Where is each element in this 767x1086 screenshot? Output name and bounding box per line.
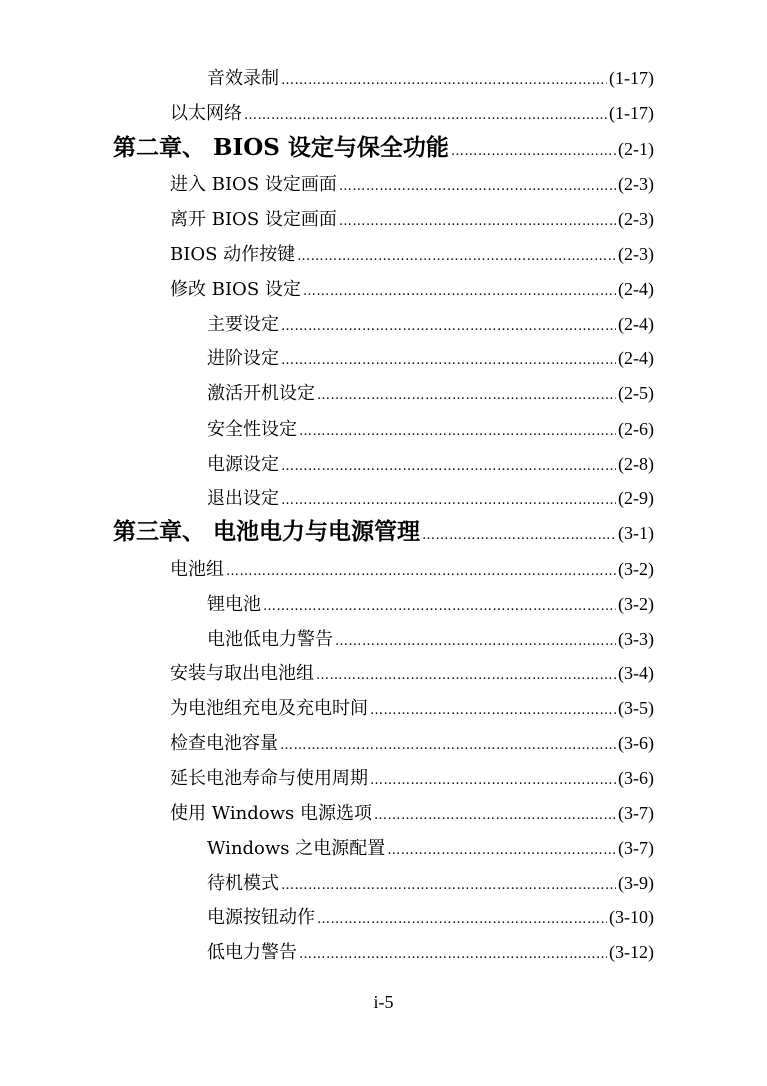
toc-entry-page: (2-8) [618,454,654,474]
toc-entry-title: 为电池组充电及充电时间 [170,698,368,719]
toc-entry [170,766,654,793]
toc-leader-dots [297,245,616,269]
toc-entry-page: (2-4) [618,314,654,334]
toc-entry-title: 离开 BIOS 设定画面 [170,209,337,230]
toc-entry [170,242,654,269]
toc-leader-dots [263,595,616,619]
toc-entry [207,417,654,444]
toc-entry [170,207,654,234]
page-number: i-5 [373,992,394,1012]
toc-entry-page: (3-7) [618,803,654,823]
toc-entry-title: 安装与取出电池组 [170,663,314,684]
toc-leader-dots [422,524,616,548]
toc-entry-title: 电源按钮动作 [207,907,315,928]
toc-entry-title: Windows 之电源配置 [207,838,386,859]
toc-leader-dots [370,699,616,723]
toc-entry-title: 进阶设定 [207,348,279,369]
toc-entry-title: 修改 BIOS 设定 [170,279,301,300]
toc-entry-title: 音效录制 [207,68,279,89]
toc-entry-title: 电池低电力警告 [207,629,333,650]
toc-entry [170,101,654,128]
toc-entry-page: (2-6) [618,419,654,439]
toc-leader-dots [451,140,616,164]
toc-entry-title: 安全性设定 [207,419,297,440]
toc-entry [207,627,654,654]
toc-entry-page: (3-7) [618,838,654,858]
toc-leader-dots [299,420,616,444]
toc-entry-page: (2-4) [618,348,654,368]
toc-entry [170,557,654,584]
toc-entry-title: 电源设定 [207,454,279,475]
toc-entry-title: 以太网络 [170,103,242,124]
toc-entry [207,381,654,408]
toc-entry [170,696,654,723]
toc-entry-title: 低电力警告 [207,942,297,963]
toc-leader-dots [281,315,616,339]
toc-entry [207,871,654,898]
toc-entry-page: (2-3) [618,244,654,264]
toc-leader-dots [281,874,616,898]
toc-entry-page: (1-17) [609,103,654,123]
toc-entry-page: (2-3) [618,174,654,194]
toc-entry-title: 激活开机设定 [207,383,315,404]
toc-chapter-heading [113,136,654,164]
toc-entry [207,312,654,339]
toc-leader-dots [226,560,616,584]
toc-entry-page: (2-5) [618,383,654,403]
toc-leader-dots [374,804,616,828]
toc-entry [207,836,654,863]
toc-leader-dots [387,839,616,863]
toc-entry-title: 电池组 [170,559,224,580]
toc-leader-dots [281,489,616,513]
toc-entry-page: (3-10) [609,907,654,927]
toc-entry-title: 主要设定 [207,314,279,335]
toc-entry [170,277,654,304]
toc-entry [170,661,654,688]
toc-entry-page: (3-2) [618,594,654,614]
toc-entry [207,66,654,93]
toc-leader-dots [244,104,607,128]
toc-leader-dots [299,943,607,967]
toc-leader-dots [303,280,616,304]
toc-leader-dots [335,630,616,654]
toc-entry [207,486,654,513]
toc-entry-page: (3-4) [618,663,654,683]
toc-entry-page: (1-17) [609,68,654,88]
toc-entry [170,172,654,199]
toc-entry-page: (3-5) [618,698,654,718]
toc-chapter-heading [113,520,654,548]
toc-leader-dots [317,384,616,408]
toc-entry-title: 使用 Windows 电源选项 [170,803,372,824]
toc-entry [207,905,654,932]
toc-entry [170,731,654,758]
toc-entry-title: 待机模式 [207,873,279,894]
toc-entry [207,346,654,373]
toc-entry-title: 第二章、 BIOS 设定与保全功能 [113,134,449,161]
toc-entry [207,940,654,967]
toc-entry-title: 延长电池寿命与使用周期 [170,768,368,789]
toc-entry-title: 退出设定 [207,488,279,509]
toc-entry-page: (3-9) [618,873,654,893]
toc-entry-page: (2-3) [618,209,654,229]
toc-leader-dots [317,908,607,932]
toc-entry-title: BIOS 动作按键 [170,244,296,265]
toc-entry-page: (2-1) [618,139,654,159]
toc-leader-dots [281,455,616,479]
toc-entry [207,592,654,619]
toc-leader-dots [281,69,607,93]
toc-entry-title: 锂电池 [207,594,261,615]
toc-entry-page: (2-9) [618,488,654,508]
toc-entry-page: (3-6) [618,733,654,753]
toc-leader-dots [316,664,616,688]
toc-entry-page: (3-3) [618,629,654,649]
toc-entry-title: 检查电池容量 [170,733,278,754]
toc-entry-page: (3-2) [618,559,654,579]
toc-entry-page: (3-12) [609,942,654,962]
toc-leader-dots [280,734,616,758]
toc-leader-dots [339,175,616,199]
toc-leader-dots [370,769,616,793]
toc-entry-title: 进入 BIOS 设定画面 [170,174,337,195]
toc-entry-page: (2-4) [618,279,654,299]
toc-entry-title: 第三章、 电池电力与电源管理 [113,518,421,545]
toc-entry-page: (3-6) [618,768,654,788]
toc-entry-page: (3-1) [618,523,654,543]
toc-leader-dots [281,349,616,373]
toc-entry [207,452,654,479]
toc-entry [170,801,654,828]
toc-leader-dots [339,210,616,234]
